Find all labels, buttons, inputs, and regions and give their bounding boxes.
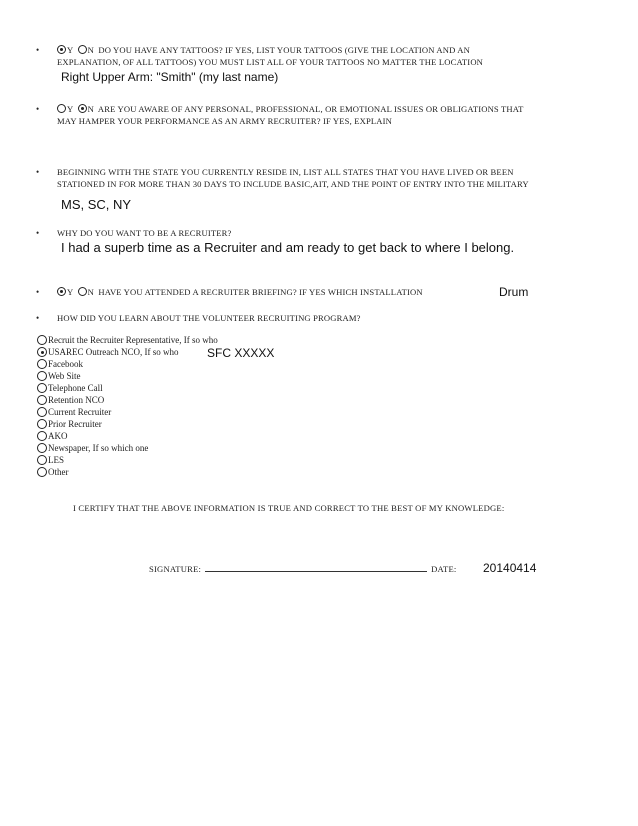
option-radio[interactable] (37, 455, 47, 465)
option-radio[interactable] (37, 419, 47, 429)
issues-no-label: N (87, 104, 95, 114)
option-other[interactable] (37, 466, 297, 478)
issues-yes-radio[interactable] (57, 104, 66, 113)
option-retention-nco[interactable] (37, 394, 297, 406)
how-question-line1: HOW DID YOU LEARN ABOUT THE VOLUNTEER RECRUITING PROGRAM? (57, 313, 361, 323)
briefing-no-label: N (87, 287, 95, 297)
option-recruit-the-recruiter[interactable] (37, 334, 297, 346)
option-radio[interactable] (37, 383, 47, 393)
bullet: • (36, 228, 40, 238)
option-ako[interactable] (37, 430, 297, 442)
option-radio[interactable] (37, 431, 47, 441)
option-radio[interactable] (37, 467, 47, 477)
option-label: Current Recruiter (48, 407, 112, 417)
issues-yes-label: Y (67, 104, 74, 114)
option-label: Newspaper, If so which one (48, 443, 149, 453)
briefing-yes-radio[interactable] (57, 287, 66, 296)
option-radio[interactable] (37, 395, 47, 405)
briefing-yes-label: Y (67, 287, 74, 297)
date-field[interactable]: 20140414 (483, 561, 537, 575)
states-answer-field[interactable]: MS, SC, NY (61, 197, 132, 212)
question-states (36, 166, 616, 192)
option-label: Retention NCO (48, 395, 105, 405)
tattoos-yes-label: Y (67, 45, 74, 55)
question-issues (36, 103, 616, 129)
issues-question-line2: MAY HAMPER YOUR PERFORMANCE AS AN ARMY RECRUITER? IF YES, EXPLAIN (57, 116, 393, 126)
briefing-answer-field[interactable]: Drum (499, 285, 529, 299)
option-label: Prior Recruiter (48, 419, 102, 429)
question-why (36, 227, 616, 241)
option-radio[interactable] (37, 407, 47, 417)
option-label: Telephone Call (48, 383, 103, 393)
option-label: Web Site (48, 371, 81, 381)
option-current-recruiter[interactable] (37, 406, 297, 418)
option-radio[interactable] (37, 335, 47, 345)
issues-no-radio[interactable] (78, 104, 87, 113)
option-web-site[interactable] (37, 370, 297, 382)
why-question-line1: WHY DO YOU WANT TO BE A RECRUITER? (57, 228, 232, 238)
option-radio[interactable] (37, 371, 47, 381)
option-prior-recruiter[interactable] (37, 418, 297, 430)
states-question-line1: BEGINNING WITH THE STATE YOU CURRENTLY RESIDE IN, LIST ALL STATES THAT YOU HAVE LIVED OR BEEN (57, 167, 514, 177)
bullet: • (36, 313, 40, 323)
outreach-answer-field[interactable]: SFC XXXXX (207, 346, 275, 360)
signature-line[interactable] (205, 564, 427, 572)
option-label: Recruit the Recruiter Representative, If so who (48, 335, 218, 345)
bullet: • (36, 104, 40, 114)
option-radio[interactable] (37, 443, 47, 453)
signature-row (149, 564, 457, 574)
tattoos-question-line1: DO YOU HAVE ANY TATTOOS? IF YES, LIST YOUR TATTOOS (GIVE THE LOCATION AND AN (98, 45, 471, 55)
briefing-question-line1: HAVE YOU ATTENDED A RECRUITER BRIEFING? IF YES WHICH INSTALLATION (98, 287, 423, 297)
option-label: Facebook (48, 359, 83, 369)
bullet: • (36, 167, 40, 177)
option-radio[interactable] (37, 347, 47, 357)
tattoos-yes-radio[interactable] (57, 45, 66, 54)
option-label: USAREC Outreach NCO, If so who (48, 347, 179, 357)
issues-question-line1: ARE YOU AWARE OF ANY PERSONAL, PROFESSIONAL, OR EMOTIONAL ISSUES OR OBLIGATIONS THAT (97, 104, 524, 114)
question-how (36, 312, 616, 326)
option-telephone-call[interactable] (37, 382, 297, 394)
option-radio[interactable] (37, 359, 47, 369)
question-tattoos (36, 44, 616, 70)
option-newspaper[interactable] (37, 442, 297, 454)
tattoos-answer-field[interactable]: Right Upper Arm: "Smith" (my last name) (61, 70, 279, 84)
why-answer-field[interactable]: I had a superb time as a Recruiter and am ready to get back to where I belong. (61, 240, 515, 255)
option-label: AKO (48, 431, 68, 441)
tattoos-no-radio[interactable] (78, 45, 87, 54)
option-facebook[interactable] (37, 358, 297, 370)
bullet: • (36, 287, 40, 297)
option-label: Other (48, 467, 69, 477)
states-question-line2: STATIONED IN FOR MORE THAN 30 DAYS TO INCLUDE BASIC,AIT, AND THE POINT OF ENTRY INTO THE MILITARY (57, 179, 529, 189)
tattoos-no-label: N (87, 45, 95, 55)
option-les[interactable] (37, 454, 297, 466)
option-label: LES (48, 455, 65, 465)
certify-statement: I CERTIFY THAT THE ABOVE INFORMATION IS TRUE AND CORRECT TO THE BEST OF MY KNOWLEDGE: (73, 503, 505, 513)
bullet: • (36, 45, 40, 55)
date-label: DATE: (431, 564, 457, 574)
tattoos-question-line2: EXPLANATION, OF ALL TATTOOS) YOU MUST LIST ALL OF YOUR TATTOOS NO MATTER THE LOCATION (57, 57, 484, 67)
briefing-no-radio[interactable] (78, 287, 87, 296)
question-briefing (36, 286, 616, 300)
signature-label: SIGNATURE: (149, 564, 202, 574)
